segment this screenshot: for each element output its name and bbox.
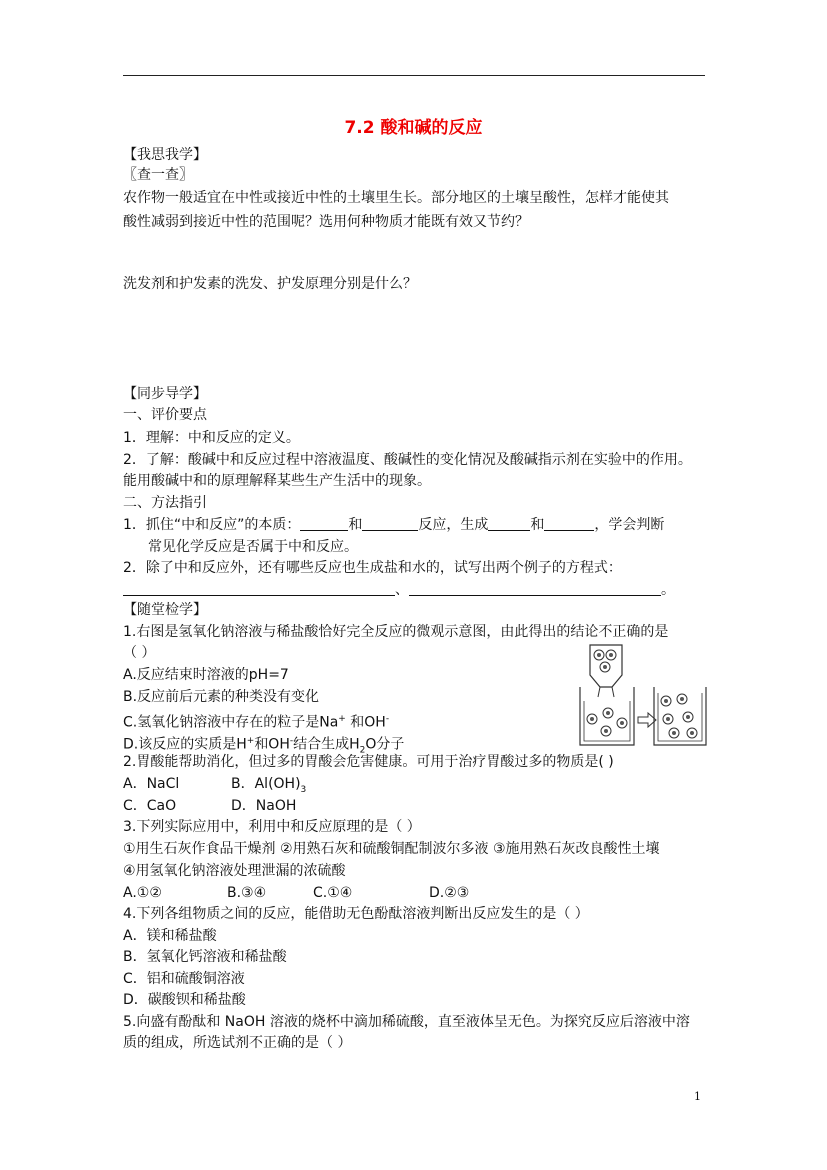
q3-option-a: A.①② xyxy=(123,885,162,901)
q4-option-d: D．碳酸钡和稀盐酸 xyxy=(123,992,246,1008)
header-rule xyxy=(123,75,705,76)
question-intro-line2: 酸性减弱到接近中性的范围呢？选用何种物质才能既有效又节约？ xyxy=(123,214,529,230)
q1-c-text: C.氢氧化钠溶液中存在的粒子是Na xyxy=(123,714,339,731)
q2-options-cd xyxy=(123,797,296,815)
q3-choices-2: ④用氢氧化钠溶液处理泄漏的浓硫酸 xyxy=(123,863,346,879)
method-1-prefix: 1．抓住“中和反应”的本质： xyxy=(123,517,301,533)
fill-blank[interactable] xyxy=(409,581,661,596)
q2-option-a: A．NaCl xyxy=(123,776,180,792)
method-1-and2: 和 xyxy=(530,517,545,533)
method-2-blanks xyxy=(123,581,675,599)
section-head-check: 【随堂检学】 xyxy=(123,602,207,618)
eval-points-heading: 一、评价要点 xyxy=(123,407,207,423)
method-1-line2: 常见化学反应是否属于中和反应。 xyxy=(148,539,358,555)
neutralization-diagram-icon xyxy=(578,643,708,748)
q1-d-text: D.该反应的实质是H xyxy=(123,736,247,753)
q4-stem: 4.下列各组物质之间的反应，能借助无色酚酞溶液判断出反应发生的是（ ） xyxy=(123,906,589,922)
section-head-guide: 【同步导学】 xyxy=(123,386,207,402)
question-intro-line1: 农作物一般适宜在中性或接近中性的土壤里生长。部分地区的土壤呈酸性，怎样才能使其 xyxy=(123,190,669,206)
subscript: 2 xyxy=(359,745,366,756)
question-hair: 洗发剂和护发素的洗发、护发原理分别是什么？ xyxy=(123,276,417,292)
method-1-react: 反应，生成 xyxy=(418,517,489,533)
q1-answer-paren: （ ） xyxy=(123,645,156,661)
page-number: 1 xyxy=(694,1090,701,1103)
section-head-think: 【我思我学】 xyxy=(123,147,207,163)
q1-c-text2: 和OH xyxy=(345,714,386,731)
method-1-line1 xyxy=(123,516,664,534)
q3-option-b: B.③④ xyxy=(227,885,267,901)
q1-option-b: B.反应前后元素的种类没有变化 xyxy=(123,689,320,705)
method-heading: 二、方法指引 xyxy=(123,495,207,511)
fill-blank[interactable] xyxy=(300,516,348,531)
q1-option-a: A.反应结束时溶液的pH=7 xyxy=(123,667,289,683)
q3-choices-1: ①用生石灰作食品干燥剂 ②用熟石灰和硫酸铜配制波尔多液 ③施用熟石灰改良酸性土壤 xyxy=(123,841,660,857)
q3-options xyxy=(123,884,469,902)
superscript: + xyxy=(338,714,346,724)
eval-point-2-line2: 能用酸碱中和的原理解释某些生产生活中的现象。 xyxy=(123,473,431,489)
q3-option-c: C.①④ xyxy=(313,885,353,901)
q1-d-text4: O分子 xyxy=(365,736,405,753)
q1-d-text2: 和OH xyxy=(254,736,290,753)
blank-separator: 、 xyxy=(395,582,409,598)
q3-stem: 3.下列实际应用中，利用中和反应原理的是（ ） xyxy=(123,819,421,835)
q2-option-c: C．CaO xyxy=(123,798,177,814)
q2-stem: 2.胃酸能帮助消化，但过多的胃酸会危害健康。可用于治疗胃酸过多的物质是( ) xyxy=(123,754,614,770)
q2-option-d: D．NaOH xyxy=(231,798,297,814)
q4-option-a: A．镁和稀盐酸 xyxy=(123,928,217,944)
fill-blank[interactable] xyxy=(544,516,594,531)
blank-end: 。 xyxy=(661,582,675,598)
q2-options-ab xyxy=(123,775,306,799)
eval-point-2-line1: 2．了解：酸碱中和反应过程中溶液温度、酸碱性的变化情况及酸碱指示剂在实验中的作用。 xyxy=(123,452,692,468)
q2-option-b: B．Al(OH) xyxy=(231,776,301,792)
q4-option-c: C．铝和硫酸铜溶液 xyxy=(123,971,245,987)
q3-option-d: D.②③ xyxy=(429,885,470,901)
q5-stem-line2: 质的组成，所选试剂不正确的是（ ） xyxy=(123,1035,352,1051)
superscript: - xyxy=(385,714,390,724)
method-1-end: ，学会判断 xyxy=(594,517,665,533)
q4-option-b: B．氢氧化钙溶液和稀盐酸 xyxy=(123,949,287,965)
q1-stem: 1.右图是氢氧化钠溶液与稀盐酸恰好完全反应的微观示意图，由此得出的结论不正确的是 xyxy=(123,624,669,640)
subscript: 3 xyxy=(300,784,307,795)
method-1-and: 和 xyxy=(348,517,363,533)
q1-d-text3: 结合生成H xyxy=(293,736,360,753)
fill-blank[interactable] xyxy=(362,516,418,531)
method-2: 2．除了中和反应外，还有哪些反应也生成盐和水的，试写出两个例子的方程式： xyxy=(123,560,622,576)
q5-stem-line1: 5.向盛有酚酞和 NaOH 溶液的烧杯中滴加稀硫酸，直至液体呈无色。为探究反应后溶液中溶 xyxy=(123,1014,690,1030)
subsection-look-up: 〖查一查〗 xyxy=(123,167,193,183)
q1-option-c xyxy=(123,710,389,732)
superscript: - xyxy=(289,736,294,746)
eval-point-1: 1．理解：中和反应的定义。 xyxy=(123,430,300,446)
fill-blank[interactable] xyxy=(123,581,395,596)
superscript: + xyxy=(246,736,255,746)
page-title: 7.2 酸和碱的反应 xyxy=(344,118,483,138)
fill-blank[interactable] xyxy=(488,516,530,531)
